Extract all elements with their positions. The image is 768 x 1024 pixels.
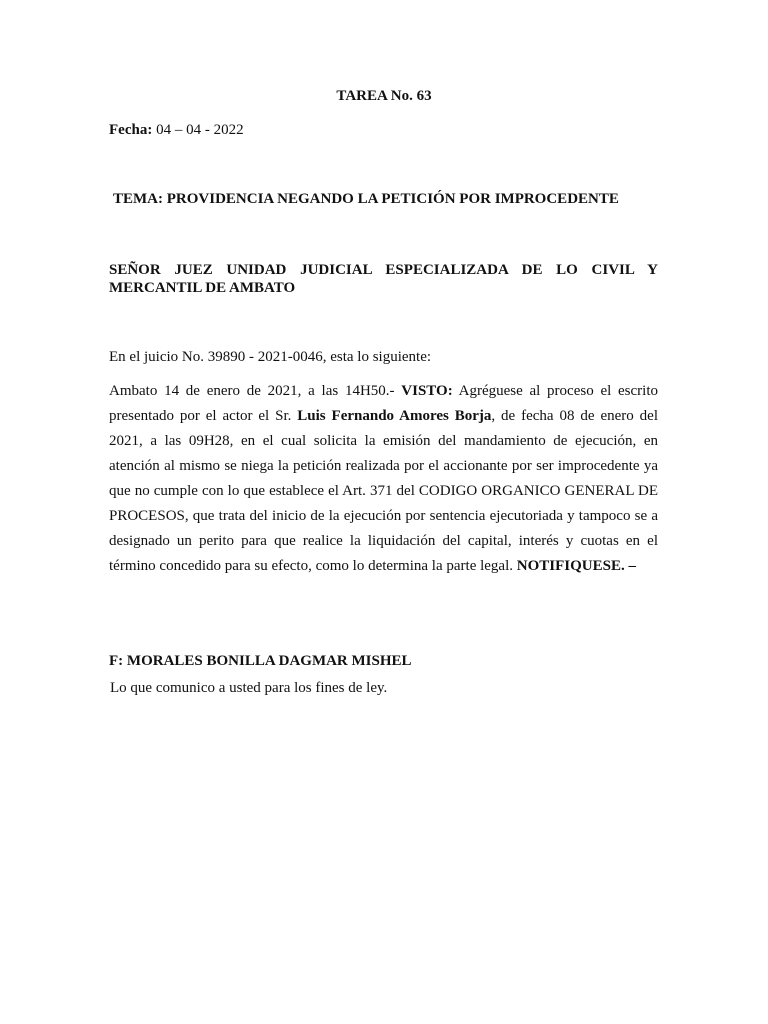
fecha-line (109, 122, 244, 139)
addressee-heading: SEÑOR JUEZ UNIDAD JUDICIAL ESPECIALIZADA DE LO CIVIL Y MERCANTIL DE AMBATO (109, 262, 658, 296)
visto-label: VISTO: (401, 383, 453, 399)
notifiquese-label: NOTIFIQUESE. – (516, 558, 636, 574)
intro-line: En el juicio No. 39890 - 2021-0046, esta lo siguiente: (109, 349, 432, 365)
body-text-part1: Ambato 14 de enero de 2021, a las 14H50.- (109, 383, 402, 399)
fecha-value: 04 – 04 - 2022 (152, 122, 244, 138)
signature-line: F: MORALES BONILLA DAGMAR MISHEL (109, 653, 412, 669)
body-text-part2: Agréguese al proceso el escrito presentado por el actor el Sr. (109, 383, 659, 424)
body-text-part3: , de fecha 08 de enero del 2021, a las 09H28, en el cual solicita la emisión del mandamiento de ejecución, en atención al mismo se niega la petición realizada por el accionante por ser improcedente ya que no cumple con lo que establece el Art. 371 del CODIGO ORGANICO GENERAL DE PROCESOS, que trata del inicio de la ejecución por sentencia ejecutoriada y tampoco se a designado un perito para que realice la liquidación del capital, interés y cuotas en el término concedido para su efecto, como lo determina la parte legal. (109, 408, 659, 574)
actor-name: Luis Fernando Amores Borja (297, 408, 492, 424)
fecha-label: Fecha: (109, 122, 153, 138)
document-title: TAREA No. 63 (336, 88, 432, 104)
tema-heading: TEMA: PROVIDENCIA NEGANDO LA PETICIÓN POR IMPROCEDENTE (113, 191, 619, 207)
closing-line: Lo que comunico a usted para los fines de ley. (110, 680, 388, 696)
body-paragraph (109, 379, 658, 579)
